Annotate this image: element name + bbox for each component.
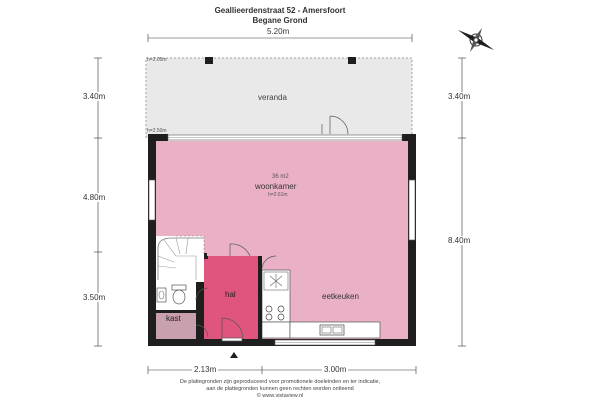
room-label-eetkeuken: eetkeuken [322,292,359,301]
room-label-woonkamer: woonkamer [255,182,297,191]
veranda-height-top: h=2.05m [147,57,167,63]
extractor-hood-icon [264,272,288,290]
veranda-post-right [348,57,356,64]
dim-left-veranda: 3.40m [83,92,106,101]
dim-top-width: 5.20m [267,27,290,36]
compass-icon [458,28,494,52]
room-label-hal: hal [225,290,236,299]
entrance-arrow-icon [230,352,238,358]
footer-disclaimer-1: De plattegronden zijn geproduceerd voor promotionele doeleinden en ter indicatie, [179,379,381,385]
sink-icon [320,325,344,335]
dim-right-veranda: 3.40m [448,92,471,101]
veranda-height-bottom: h=2.50m [147,128,167,134]
dim-bottom-right: 3.00m [324,365,347,374]
plan-address: Geallieerdenstraat 52 - Amersfoort [214,6,346,15]
dim-bottom-left: 2.13m [194,365,217,374]
footer-disclaimer-2: aan de plattegronden kunnen geen rechten worden ontleend [206,386,354,392]
room-label-veranda: veranda [258,93,287,102]
toilet-icon [172,285,186,304]
plan-floor: Begane Grond [252,16,308,25]
dim-left-living: 4.80m [83,193,106,202]
room-label-kast: kast [166,314,181,323]
room-height-woonkamer: h=2.61m [268,192,288,198]
veranda-post-left [205,57,213,64]
room-area-woonkamer: 36 m2 [272,174,289,180]
dim-right-house: 8.40m [448,236,471,245]
footer-copyright: © www.vistaview.nl [256,393,304,399]
dim-left-hall: 3.50m [83,293,106,302]
washbasin-icon [157,288,166,302]
staircase [156,236,204,282]
